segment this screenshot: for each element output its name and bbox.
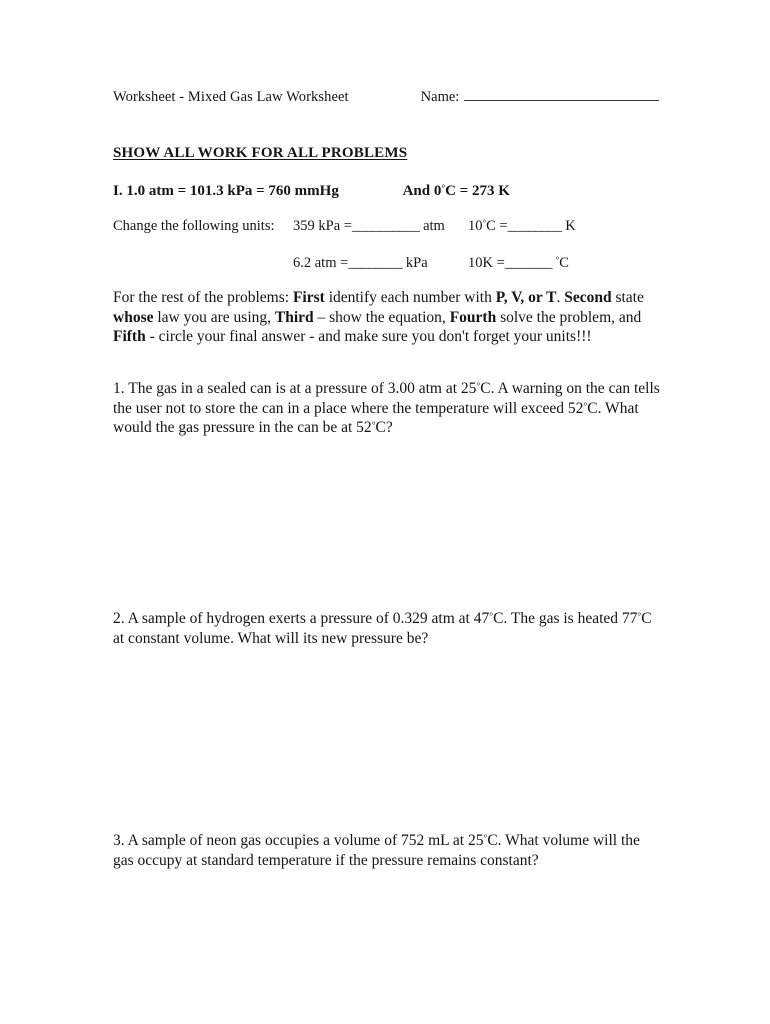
emphasis-third: Third <box>274 308 314 326</box>
work-space-question-3[interactable] <box>113 890 661 1010</box>
degree-icon: ° <box>637 610 642 622</box>
name-label: Name: <box>420 89 460 105</box>
page-title: Worksheet - Mixed Gas Law Worksheet <box>113 89 349 105</box>
degree-icon: ° <box>371 419 376 431</box>
emphasis-whose: whose <box>113 308 154 326</box>
document-header <box>113 88 659 106</box>
work-space-question-2[interactable] <box>113 650 661 827</box>
question-3: 3. A sample of neon gas occupies a volume of 752 mL at 25°C. What volume will the gas occupy at standard temperature if the pressure remains constant? <box>113 832 640 869</box>
pressure-equivalences: I. 1.0 atm = 101.3 kPa = 760 mmHg <box>113 183 339 199</box>
emphasis-fourth: Fourth <box>449 308 497 326</box>
problem-instructions: For the rest of the problems: First identify each number with P, V, or T. Second state whose law you are using, Third – show the equation, Fourth solve the problem, and Fifth - circle your final answer - and make sure you don't forget your units!!! <box>113 289 644 345</box>
conversion-item-celsius-to-kelvin: 10°C =________ K <box>468 218 576 234</box>
work-space-question-1[interactable] <box>113 450 661 605</box>
degree-icon: ° <box>482 218 487 229</box>
show-work-heading: SHOW ALL WORK FOR ALL PROBLEMS <box>113 145 408 161</box>
answer-blank[interactable]: _______ <box>504 255 553 271</box>
conversion-item-kpa-to-atm: 359 kPa =__________ atm <box>293 218 445 234</box>
answer-blank[interactable]: __________ <box>351 218 420 234</box>
unit-conversion-section <box>113 218 673 292</box>
answer-blank[interactable]: ________ <box>507 218 562 234</box>
emphasis-pvt: P, V, or T <box>495 289 557 306</box>
emphasis-first: First <box>292 289 325 306</box>
conversion-row <box>113 255 673 292</box>
conversion-instruction-label: Change the following units: <box>113 218 275 234</box>
question-2: 2. A sample of hydrogen exerts a pressure of 0.329 atm at 47°C. The gas is heated 77°C at constant volume. What will its new pressure be? <box>113 610 652 647</box>
degree-icon: ° <box>555 255 560 266</box>
answer-blank[interactable]: ________ <box>348 255 403 271</box>
emphasis-second: Second <box>564 289 612 306</box>
temperature-equivalence: And 0°C = 273 K <box>402 183 510 199</box>
degree-icon: ° <box>441 184 446 195</box>
degree-icon: ° <box>483 832 488 844</box>
conversion-item-atm-to-kpa: 6.2 atm =________ kPa <box>293 255 428 271</box>
conversion-row <box>113 218 673 255</box>
degree-icon: ° <box>583 400 588 412</box>
constants-line <box>113 183 659 200</box>
degree-icon: ° <box>489 610 494 622</box>
emphasis-fifth: Fifth <box>113 328 146 345</box>
question-1: 1. The gas in a sealed can is at a pressure of 3.00 atm at 25°C. A warning on the can tells the user not to store the can in a place where the temperature will exceed 52°C. What would the gas pressure in the can be at 52°C? <box>113 380 660 436</box>
name-field-group <box>421 88 659 106</box>
conversion-item-kelvin-to-celsius: 10K =_______ °C <box>468 255 569 271</box>
degree-icon: ° <box>476 380 481 392</box>
name-input-blank[interactable] <box>464 88 659 101</box>
